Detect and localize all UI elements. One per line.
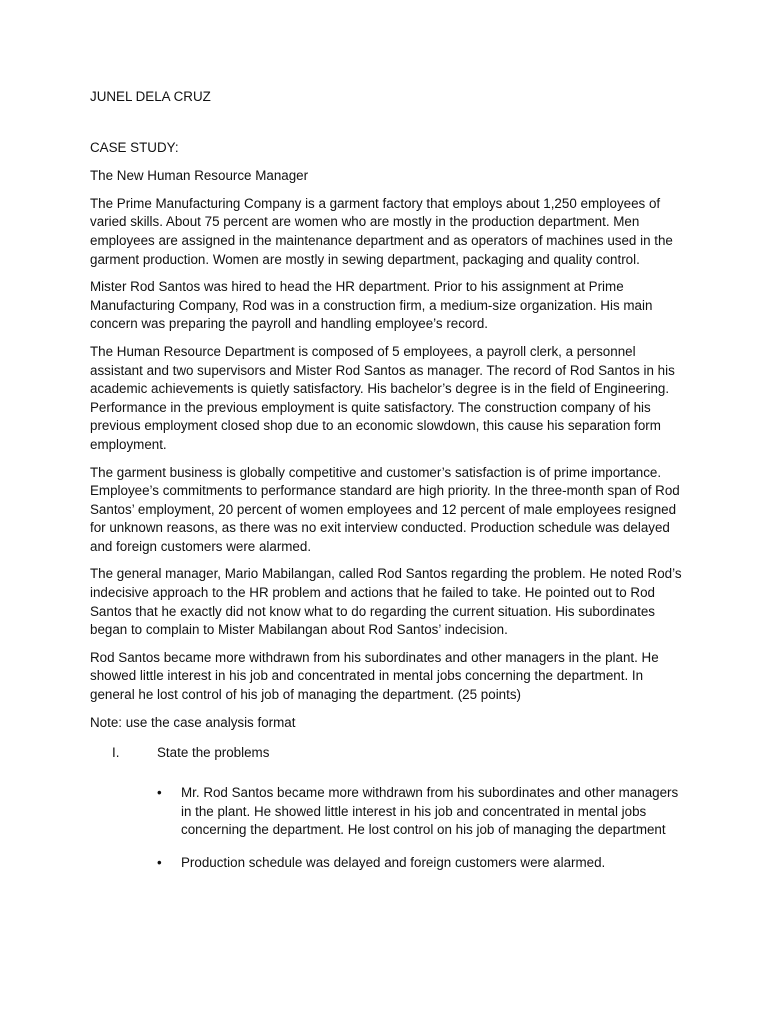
case-study-heading: CASE STUDY: [90,139,179,155]
note-text: Note: use the case analysis format [90,714,296,730]
list-item-text: Mr. Rod Santos became more withdrawn from his subordinates and other managers in the plant. He showed little interest in his job and concentrated in mental jobs concerning the department. He lost control on his job of managing the department [181,785,679,838]
paragraph: Mister Rod Santos was hired to head the HR department. Prior to his assignment at Prime Manufacturing Company, Rod was in a construction firm, a medium-size organization. His main concern was preparing the payroll and handling employee’s record. [90,279,653,332]
bullet-icon: • [157,855,162,870]
section-title: State the problems [157,745,270,761]
paragraph: Rod Santos became more withdrawn from his subordinates and other managers in the plant. He showed little interest in his job and concentrated in mental jobs concerning the department. In general he lost control of his job of managing the department. (25 points) [90,649,659,703]
section-number: I. [112,745,120,761]
author-name: JUNEL DELA CRUZ [90,89,211,104]
paragraph: The Prime Manufacturing Company is a garment factory that employs about 1,250 employees of varied skills. About 75 percent are women who are mostly in the production department. Men employees are assigned in the maintenance department and as operators of machines used in the garment production. Women are mostly in sewing department, packaging and quality control. [90,195,673,267]
paragraph: The general manager, Mario Mabilangan, called Rod Santos regarding the problem. He noted Rod’s indecisive approach to the HR problem and actions that he failed to take. He pointed out to Rod Santos that he exactly did not know what to do regarding the current situation. His subordinates began to complain to Mister Mabilangan about Rod Santos’ indecision. [90,566,682,638]
bullet-icon: • [157,785,162,801]
paragraph: The Human Resource Department is composed of 5 employees, a payroll clerk, a personnel assistant and two supervisors and Mister Rod Santos as manager. The record of Rod Santos in his academic achievements is quietly satisfactory. His bachelor’s degree is in the field of Engineering. Performance in the previous employment is quite satisfactory. The construction company of his previous employment closed shop due to an economic slowdown, this cause his separation form employment. [90,343,675,452]
paragraph: The garment business is globally competitive and customer’s satisfaction is of prime importance. Employee’s commitments to performance standard are high priority. In the three-month span of Rod Santos’ employment, 20 percent of women employees and 12 percent of male employees resigned for unknown reasons, as there was no exit interview conducted. Production schedule was delayed and foreign customers were alarmed. [90,464,680,554]
list-item-text: Production schedule was delayed and foreign customers were alarmed. [181,855,606,870]
case-study-title: The New Human Resource Manager [90,168,309,184]
list-item [157,784,690,840]
document-page [90,88,690,873]
section-heading [90,744,690,768]
list-item [157,854,690,873]
